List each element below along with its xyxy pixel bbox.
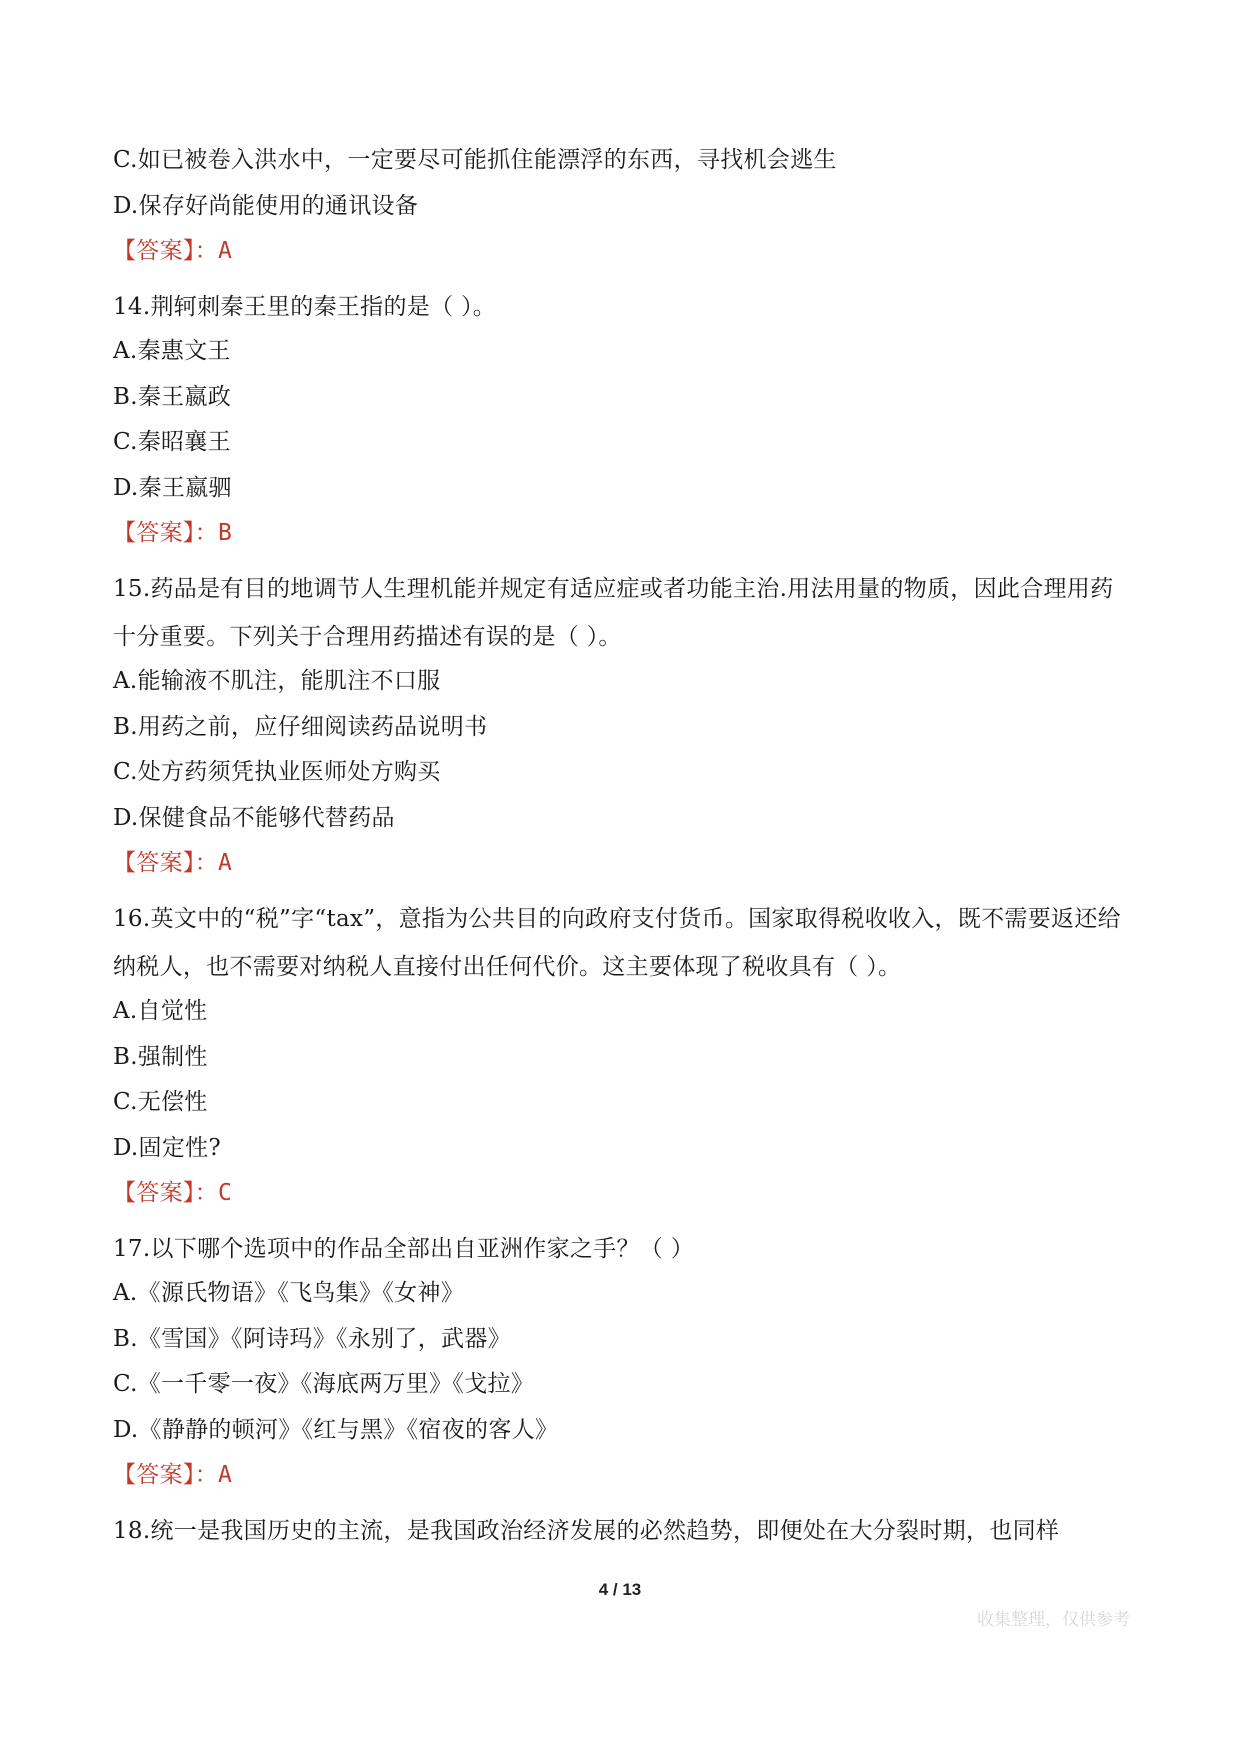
answer-line: 【答案】：B	[113, 520, 233, 546]
option-line: C.处方药须凭执业医师处方购买	[113, 759, 441, 785]
page-number: 4 / 13	[598, 1580, 642, 1599]
option-line: D.保存好尚能使用的通讯设备	[113, 192, 419, 219]
option-line: C.如已被卷入洪水中，一定要尽可能抓住能漂浮的东西，寻找机会逃生	[113, 147, 837, 173]
option-line: D.秦王嬴驷	[113, 474, 232, 501]
option-line: C.秦昭襄王	[113, 429, 231, 455]
footer-note: 收集整理，仅供参考	[977, 1610, 1130, 1630]
option-line: B.强制性	[113, 1043, 208, 1070]
option-line: C.《一千零一夜》《海底两万里》《戈拉》	[113, 1371, 535, 1397]
option-line: A.秦惠文王	[113, 338, 231, 364]
option-line: C.无偿性	[113, 1089, 208, 1115]
option-line: D.固定性?	[113, 1134, 222, 1161]
option-line: B.秦王嬴政	[113, 383, 232, 410]
option-line: A.能输液不肌注，能肌注不口服	[113, 668, 441, 694]
question-line: 15.药品是有目的地调节人生理机能并规定有适应症或者功能主治.用法用量的物质，因此合理用药十分重要。下列关于合理用药描述有误的是（ ）。	[113, 576, 1114, 650]
answer-line: 【答案】：A	[113, 850, 233, 876]
option-line: A.自觉性	[113, 998, 208, 1024]
option-line: A.《源氏物语》《飞鸟集》《女神》	[113, 1280, 465, 1306]
question-line: 14.荆轲刺秦王里的秦王指的是（ ）。	[113, 294, 497, 320]
document-body	[113, 145, 1133, 1560]
question-line: 18.统一是我国历史的主流，是我国政治经济发展的必然趋势，即便处在大分裂时期，也同样	[113, 1518, 1060, 1544]
option-line: D.保健食品不能够代替药品	[113, 804, 395, 831]
question-line: 16.英文中的“税”字“tax”，意指为公共目的向政府支付货币。国家取得税收收入，既不需要返还给纳税人，也不需要对纳税人直接付出任何代价。这主要体现了税收具有（ ）。	[113, 906, 1121, 980]
option-line: D.《静静的顿河》《红与黑》《宿夜的客人》	[113, 1416, 559, 1443]
answer-line: 【答案】：C	[113, 1180, 233, 1206]
answer-line: 【答案】：A	[113, 1462, 233, 1488]
option-line: B.用药之前，应仔细阅读药品说明书	[113, 713, 488, 740]
question-line: 17.以下哪个选项中的作品全部出自亚洲作家之手？（ ）	[113, 1236, 694, 1262]
option-line: B.《雪国》《阿诗玛》《永别了，武器》	[113, 1325, 511, 1352]
answer-line: 【答案】：A	[113, 238, 233, 264]
